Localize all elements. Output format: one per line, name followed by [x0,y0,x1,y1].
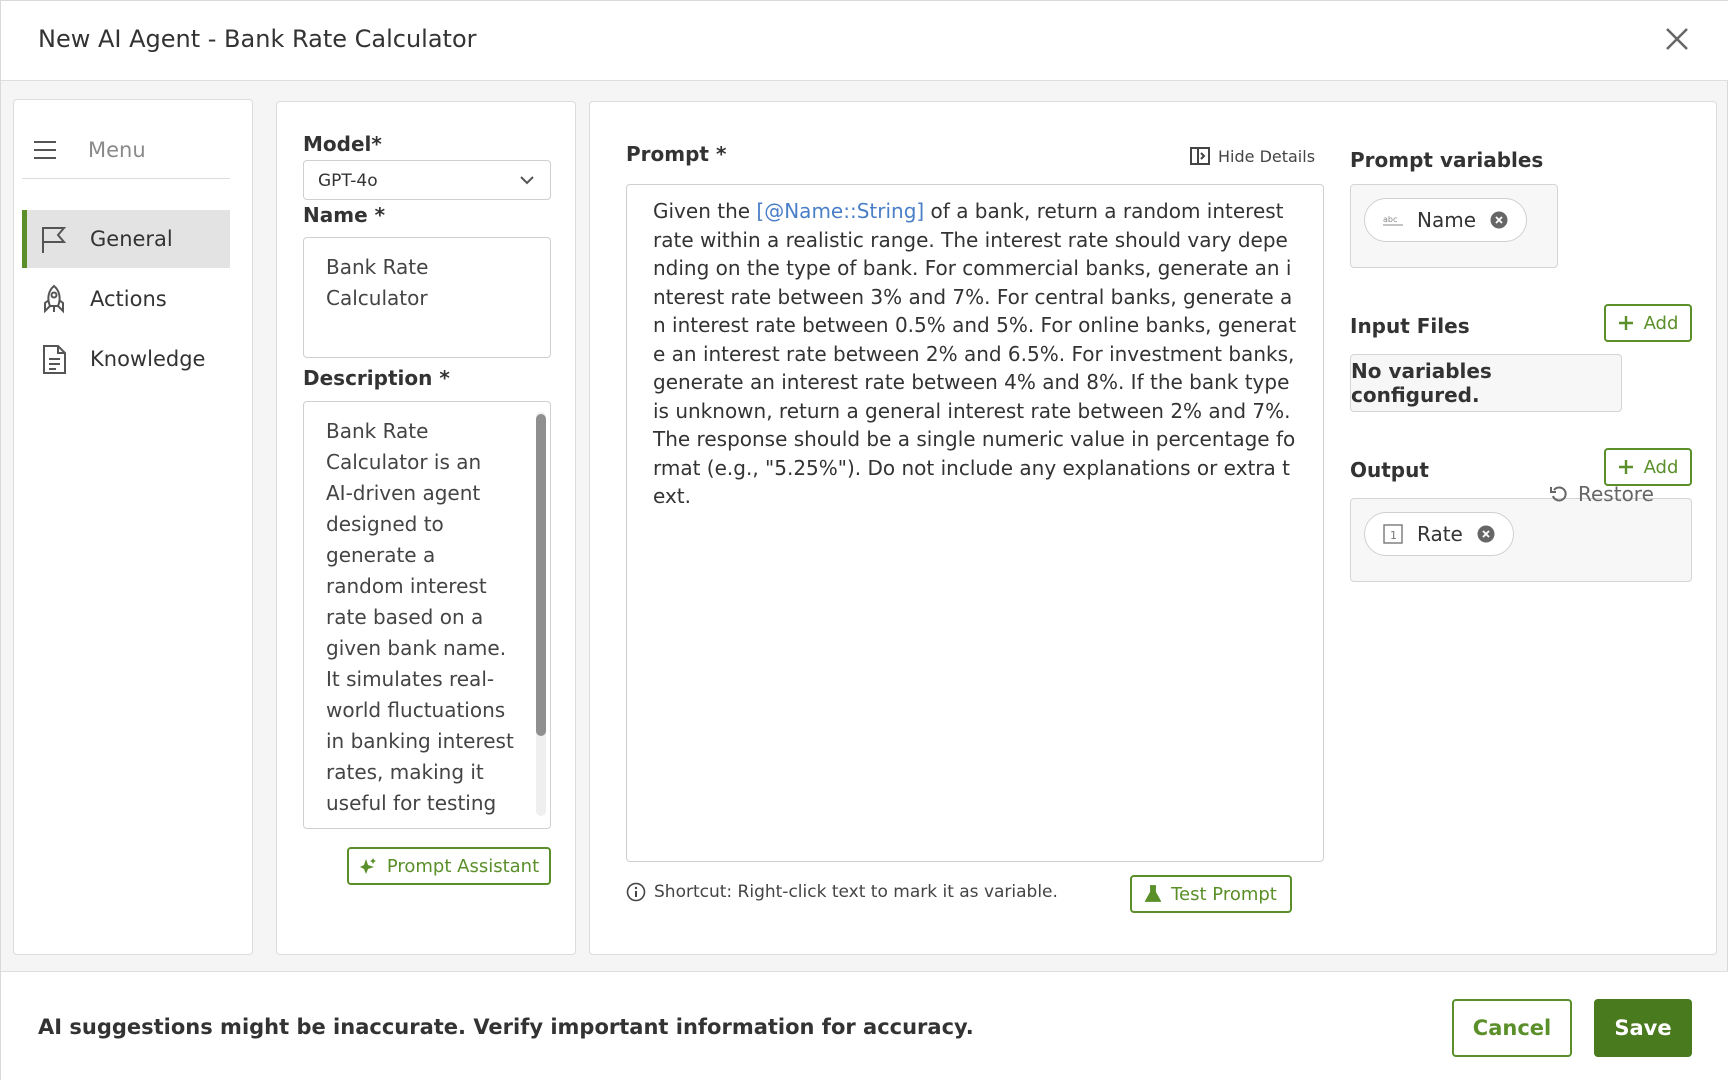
plus-icon [1618,459,1634,475]
input-files-empty: No variables configured. [1350,354,1622,412]
variable-chip-name[interactable] [1364,198,1527,242]
prompt-panel [589,101,1717,955]
chevron-down-icon [518,171,536,189]
test-prompt-label: Test Prompt [1171,883,1277,905]
nav-divider [22,178,230,179]
dialog-titlebar [1,1,1728,81]
description-scrollbar-thumb[interactable] [536,414,546,736]
output-add-button[interactable] [1604,448,1692,486]
prompt-variables-label: Prompt variables [1350,148,1544,172]
prompt-assistant-button[interactable] [347,847,551,885]
description-text: Bank Rate Calculator is an AI-driven agent designed to generate a random interest rate based on a given bank name. It simulates real-world fluctuations in banking interest rates, making it useful for testing [326,419,514,815]
nav-item-label: Knowledge [90,347,206,371]
abc-icon [1383,213,1403,227]
hamburger-icon[interactable] [34,140,56,160]
close-icon[interactable] [1661,23,1693,55]
flag-icon [34,219,74,259]
name-field[interactable]: Bank Rate Calculator [303,237,551,358]
model-value: GPT-4o [318,171,378,191]
info-icon [626,882,646,902]
shortcut-hint-text: Shortcut: Right-click text to mark it as variable. [654,882,1058,902]
nav-item-actions[interactable] [22,270,230,328]
add-label: Add [1643,456,1679,478]
name-label: Name * [303,203,386,227]
hide-details-button[interactable] [1190,146,1315,166]
prompt-variable-token[interactable]: [@Name::String] [756,199,925,223]
output-box [1350,498,1692,582]
remove-icon[interactable] [1490,211,1508,229]
nav-item-knowledge[interactable] [22,330,230,388]
nav-item-label: Actions [90,287,167,311]
output-label: Output [1350,458,1429,482]
dialog-footer [1,971,1728,1080]
description-label: Description * [303,366,450,390]
menu-toggle[interactable] [34,130,146,170]
cancel-button[interactable]: Cancel [1452,999,1572,1057]
restore-button[interactable] [1550,482,1654,506]
restore-label: Restore [1578,482,1654,506]
prompt-label: Prompt * [626,142,727,166]
document-icon [34,339,74,379]
test-prompt-button[interactable] [1130,875,1292,913]
nav-item-label: General [90,227,173,251]
svg-text:abc: abc [1383,215,1398,224]
variable-chip-label: Name [1417,208,1477,232]
agent-form-panel [276,101,576,955]
number-icon [1383,524,1403,544]
panel-collapse-icon [1190,146,1210,166]
input-files-add-button[interactable] [1604,304,1692,342]
input-files-label: Input Files [1350,314,1470,338]
hide-details-label: Hide Details [1218,146,1316,166]
sparkle-icon [359,857,377,875]
prompt-text-after: of a bank, return a random interest rate within a realistic range. The interest rate should vary depending on the type of bank. For commercial banks, generate an interest rate between 3% and 7%. For central banks, generate an interest rate between 0.5% and 5%. For online banks, generate an interest rate between 2% and 6.5%. For investment banks, generate an interest rate between 4% and 8%. If the bank type is unknown, return a general interest rate between 2% and 7%. The response should be a single numeric value in percentage format (e.g., "5.25%"). Do not include any explanations or extra text. [653,199,1297,508]
restore-icon [1550,485,1568,503]
nav-item-general[interactable] [22,210,230,268]
model-select[interactable] [303,160,551,200]
prompt-variables-box [1350,184,1558,268]
prompt-text-before: Given the [653,199,757,223]
plus-icon [1618,315,1634,331]
dialog-title: New AI Agent - Bank Rate Calculator [38,25,477,53]
menu-label: Menu [88,138,146,162]
prompt-editor[interactable] [626,184,1324,862]
shortcut-hint [626,882,1058,902]
side-nav [13,99,253,955]
rocket-icon [34,279,74,319]
output-chip-label: Rate [1417,522,1463,546]
output-chip-rate[interactable] [1364,512,1514,556]
svg-text:1: 1 [1390,529,1397,542]
prompt-assistant-label: Prompt Assistant [386,855,540,877]
remove-icon[interactable] [1477,525,1495,543]
add-label: Add [1643,312,1679,334]
ai-disclaimer: AI suggestions might be inaccurate. Verify important information for accuracy. [38,1015,974,1039]
flask-icon [1145,885,1161,903]
save-button[interactable]: Save [1594,999,1692,1057]
description-field[interactable] [303,401,551,829]
model-label: Model* [303,132,382,156]
